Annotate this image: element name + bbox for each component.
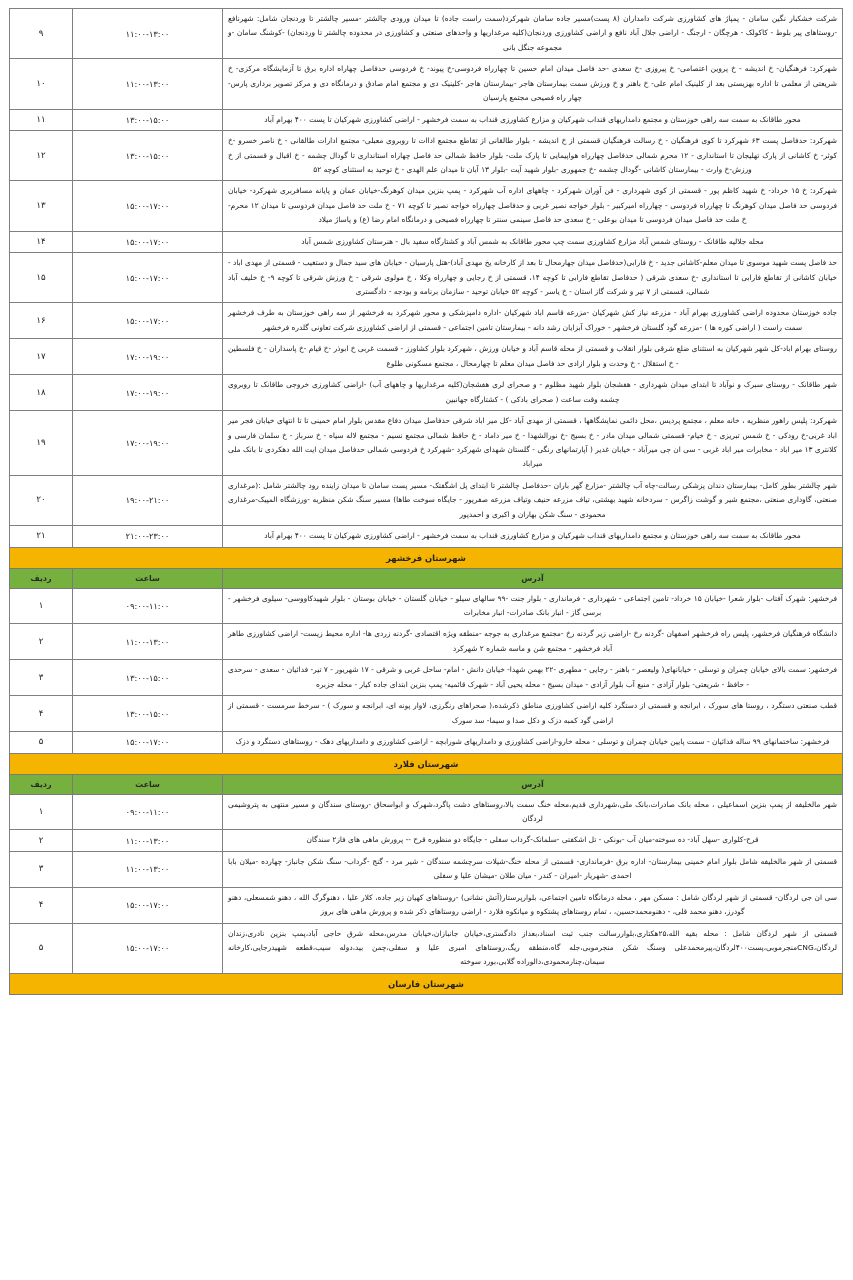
outage-row-number: ۱۴ <box>10 231 73 252</box>
outage-address: شهرکرد: خ ۱۵ خرداد- خ شهید کاظم پور - قسمتی از کوی شهرداری - فن آوران شهرکرد - چاههای اداره آب شهرکرد - پمپ بنزین میدان کوهرنگ-خیابان عمان و پایانه مسافربری شهرکرد- خیابان فردوسی حد فاصل میدان کوهرنگ تا چهارراه فردوسی - چهارراه امیرکبیر - بلوار خواجه نصیر غربی و حدفاصل چهارراه خواجه نصیر تا کوچه ۷۱ - خ ملت حد فاصل میدان فردوسی تا میدان ۱۲ محرم- خ ملت حد فاصل میدان فردوسی تا میدان بوعلی - خ سعدی حد فاصل سینمی سنتر تا چهارراه فصیحی و درمانگاه امام رضا (ع) و پاساژ میلاد <box>223 181 843 231</box>
outage-time: ۱۳:۰۰-۱۵:۰۰ <box>73 696 223 732</box>
outage-row-number: ۲۱ <box>10 526 73 547</box>
outage-row-number: ۱ <box>10 794 73 830</box>
outage-row-number: ۱۷ <box>10 339 73 375</box>
outage-address: قرح-کلواری -سهل آباد- ده سوخته-میان آب -بونکی - تل اشکفتی -سلمانک-گرداب سفلی - جایگاه دو منظوره قرح -- پرورش ماهی های فاز۲ سندگان <box>223 830 843 851</box>
outage-row-number: ۱ <box>10 588 73 624</box>
outage-row-number: ۱۰ <box>10 59 73 109</box>
table-row <box>10 375 843 411</box>
table-row <box>10 303 843 339</box>
outage-time: ۱۱:۰۰-۱۳:۰۰ <box>73 624 223 660</box>
outage-address: فرخشهر: سمت بالای خیابان چمران و توسلی - خیابانهای( ولیعصر - باهنر - رجایی - مطهری -۲۲ بهمن شهدا- خیابان دانش - امام- ساحل غربی و شرقی - ۱۷ شهریور - ۷ تیر- فدائیان - سعدی - سرحدی - حافظ - شریعتی- بلوار آزادی - منبع آب بلوار آزادی - میدان بسیج - محله یحیی آباد - شهرک قائمیه- پمپ بنزین ابتدای جاده کیار - محله جزبره <box>223 660 843 696</box>
outage-address: شهرکرد: فرهنگیان- خ اندیشه - خ پروین اعتصامی- خ پیروزی -خ سعدی -حد فاصل میدان امام حسین تا چهارراه فردوسی-خ پیوند- خ فردوسی حدفاصل چهاراه اداره برق تا آزمایشگاه مرکزی- خ شریعتی از معلمی تا اداره بهزیستی بعد از کلینیک امام علی- خ باهنر و خ ورزش سمت بیمارستان هاجر -بیمارستان هاجر -کلینیک دی و مجتمع امام صادق و درمانگاه دی و مرکز تصویر برداری پارس-چهار راه فصیحی مجتمع پارسیان <box>223 59 843 109</box>
outage-time: ۱۳:۰۰-۱۵:۰۰ <box>73 131 223 181</box>
table-row <box>10 231 843 252</box>
outage-time: ۱۷:۰۰-۱۹:۰۰ <box>73 411 223 476</box>
outage-address: شهر طاقانک - روستای سبرک و نوآباد تا ابتدای میدان شهرداری - هفشجان بلوار شهید مظلوم - و صحرای لری هفشجان(کلیه مرغداریها و چاههای آب) -اراضی کشاورزی خروجی طاقانک تا روبروی چشمه وقت ساعت ( صحرای بادکی ) - کشتارگاه جهانبین <box>223 375 843 411</box>
outage-row-number: ۴ <box>10 696 73 732</box>
column-header-row <box>10 774 843 794</box>
page-bottom-spacer <box>10 995 843 1035</box>
outage-time: ۱۷:۰۰-۱۹:۰۰ <box>73 339 223 375</box>
outage-address: شهرکرد: پلیس راهور منظریه ، خانه معلم ، مجتمع پردیس ،محل دائمی نمایشگاهها ، قسمتی از مهدی آباد -کل میر اباد شرقی حدفاصل میدان دفاع مقدس بلوار امام خمینی تا تا انتهای خیابان فجر میر اباد غربی-خ رودکی - خ شمس تبریزی - خ خیام- قسمتی شمالی میدان مادر - خ بسیج -خ نورالشهدا - خ میر داماد - خ حافظ شمالی مجتمع نسیم - مجتمع لاله سیاه - خ سرباز - خ سلمان فارسی و کلانتری ۱۳ میر اباد - مخابرات میر اباد غربی - سی ان جی میرآباد - خیابان غدیر ( آپارتمانهای رنگی - گلستان شهدای شهرکرد -شهرکرد خ فردوسی شمالی حدفاصل میدان ایت الله دهکردی تا بانک ملی میراباد <box>223 411 843 476</box>
outage-address: جاده خوزستان محدوده اراضی کشاورزی بهرام آباد - مزرعه نیاز کش شهرکیان -مزرعه قاسم اباد شهرکیان -اداره دامپزشکی و محور شهرکرد به فرخشهر از سه راهی خوزستان به طرف فرخشهر سمت راست ( اراضی کوره ها ) -مزرعه گود گلستان فرخشهر - خوراک آبزایان رشد دانه - بیمارستان تامین اجتماعی - قسمتی از اراضی کشاورزی شرکت تعاونی گلدره فرخشهر <box>223 303 843 339</box>
table-row <box>10 59 843 109</box>
outage-time: ۱۳:۰۰-۱۵:۰۰ <box>73 109 223 130</box>
outage-time: ۱۵:۰۰-۱۷:۰۰ <box>73 231 223 252</box>
table-row <box>10 794 843 830</box>
outage-row-number: ۳ <box>10 660 73 696</box>
table-row <box>10 732 843 753</box>
table-row <box>10 830 843 851</box>
outage-row-number: ۲ <box>10 830 73 851</box>
outage-address: حد فاصل پست شهید موسوی تا میدان معلم-کاشانی جدید - خ فارابی(حدفاصل میدان جهارمحال تا بعد از کارخانه یخ مهدی آباد)-هتل پارسیان - خیابان های سید جمال و دستغیب - قسمتی از مهدی اباد - خیابان کاشانی از تقاطع فارابی تا استانداری -خ سعدی شرقی ( حدفاصل تقاطع فارابی تا کوچه ۱۴، قسمتی از خ رجایی و چهارراه وکلا ، خ مولوی شرقی - خ ورزش شرقی تا کوچه ۹- خ خلیف آباد شمالی، قسمتی از ۷ تیر و شرکت گاز استان - خ یاسر - کوچه ۵۲ خیابان توحید - سازمان برنامه و بودجه - دادگستری <box>223 253 843 303</box>
outage-address: شهر چالشتر بطور کامل- بیمارستان دندان پزشکی رسالت-چاه آب چالشتر -مزارع گهر باران -حدفاصل چالشتر تا ابتدای پل اشگفتک- مسیر پست سامان تا میدان زاینده رود چالشتر شامل :(مرغداری صنعتی، گاوداری صنعتی ،مجتمع شیر و گوشت زاگرس - سردخانه شهید بهشتی، تیاف مزرعه حنیف وتیاف مزرعه صفرپور - جایگاه سوخت طاها) مسیر سنگ شکن منظریه -ورزشگاه المپیک-مرغداری محمودی - سنگ شکن بهاران و اکبری و احمدپور <box>223 475 843 525</box>
outage-time: ۱۵:۰۰-۱۷:۰۰ <box>73 887 223 923</box>
outage-row-number: ۹ <box>10 9 73 59</box>
outage-time: ۰۹:۰۰-۱۱:۰۰ <box>73 588 223 624</box>
outage-row-number: ۱۱ <box>10 109 73 130</box>
table-row <box>10 109 843 130</box>
table-row <box>10 181 843 231</box>
outage-table <box>9 8 843 995</box>
column-header-rowno: ردیف <box>10 568 73 588</box>
outage-address: محور طاقانک به سمت سه راهی خوزستان و مجتمع دامداریهای قنداب شهرکیان و مزارع کشاورزی قنداب به سمت فرخشهر - اراضی کشاورزی شهرکیان تا پست ۴۰۰ بهرام آباد <box>223 109 843 130</box>
outage-time: ۱۱:۰۰-۱۳:۰۰ <box>73 9 223 59</box>
table-row <box>10 851 843 887</box>
outage-row-number: ۱۸ <box>10 375 73 411</box>
table-row <box>10 339 843 375</box>
table-row <box>10 923 843 973</box>
section-title-row <box>10 973 843 994</box>
outage-time: ۱۱:۰۰-۱۳:۰۰ <box>73 851 223 887</box>
outage-address: شهرکرد: حدفاصل پست ۶۳ شهرکرد تا کوی فرهنگیان - خ رسالت فرهنگیان قسمتی از خ اندیشه - بلوار طالقانی از تقاطع مجتمع اداات تا روبروی معبلی- مجتمع ادارات طالقانی - خ ناصر خسرو -خ کوثر- خ کاشانی از پارک تهلیجان تا استانداری - ۱۲ محرم شمالی حدفاصل چهارراه هواپیمایی تا پارک ملت- بلوار حافظ شمالی حد فاصل چهاراه استانداری تا گودال چشمه - خ اقبال و قسمتی از خ ورزش-خ وارث - بیمارستان کاشانی -گودال چشمه -خ جمهوری -بلوار شهید آیت -بلوار ۱۳ آبان تا میدان علم الهدی - خ توحید به استثنای کوچه ۵۲ <box>223 131 843 181</box>
outage-time: ۱۳:۰۰-۱۵:۰۰ <box>73 660 223 696</box>
table-row <box>10 660 843 696</box>
section-title-row <box>10 547 843 568</box>
outage-time: ۱۹:۰۰-۲۱:۰۰ <box>73 475 223 525</box>
section-title: شهرستان فرخشهر <box>10 547 843 568</box>
outage-address: شهر مالخلیفه از پمپ بنزین اسماعیلی ، محله بانک صادرات،بانک ملی،شهرداری قدیم،محله خنگ سمت بالا،روستاهای دشت پاگرد،شهرک و ابواسحاق -روستای سندگان و مسیر منتهی به پتروشیمی لردگان <box>223 794 843 830</box>
table-row <box>10 624 843 660</box>
outage-address: شرکت خشکبار نگین سامان - پمپاژ های کشاورزی شرکت دامداران (۸ پست)مسیر جاده سامان شهرکرد(سمت راست جاده) تا میدان ورودی چالشتر -مسیر چالشتر تا وردنجان شامل: شهرنافع -روستاهای پیر بلوط - کاکولک - هرچگان - ارجنگ - اراضی جلال آباد نافع و اراضی کشاورزی وردنجان(کلیه مرغداریها و واحدهای صنعتی و کشاورزی در محدوده چالشتر تا وردنجان) -کوشنگ سامان -و مجموعه جنگل بانی <box>223 9 843 59</box>
outage-time: ۱۷:۰۰-۱۹:۰۰ <box>73 375 223 411</box>
column-header-rowno: ردیف <box>10 774 73 794</box>
column-header-address: آدرس <box>223 568 843 588</box>
outage-address: قسمتی از شهر لردگان شامل : محله بقیه الله،۲۵هکتاری،بلواررسالت جنب ثبت اسناد،بعداز دادگستری،خیابان جانبازان،خیابان مدرس،محله شرق حاجی آباد،پمپ بنزین نادری،زندان لردگان،CNGمنجرموبی،پست۴۰۰لردگان،پیرمحمدعلی وسنگ شکن منجرموبی،جله گاه،منطقه ریگ،روستاهای امبری علیا و سفلی،چمن بید،دوله سیب،قطعه شهیدرجایی،کارخانه سیمان،چنارمحمودی،دالوراده گلابی،بورد سوخته <box>223 923 843 973</box>
table-row <box>10 475 843 525</box>
column-header-time: ساعت <box>73 774 223 794</box>
outage-row-number: ۴ <box>10 887 73 923</box>
outage-address: فرخشهر: شهرک آفتاب -بلوار شعرا -خیابان ۱۵ خرداد- تامین اجتماعی - شهرداری - فرمانداری - بلوار جنت -۹۹ سالهای سیلو - خیابان گلستان - خیابان بوستان - بلوار شهیدکاووسی- سیلوی فرخشهر - برسی گاز - انبار بانک صادرات- انبار مخابرات <box>223 588 843 624</box>
outage-time: ۱۵:۰۰-۱۷:۰۰ <box>73 303 223 339</box>
table-row <box>10 411 843 476</box>
outage-time: ۱۵:۰۰-۱۷:۰۰ <box>73 923 223 973</box>
outage-time: ۱۵:۰۰-۱۷:۰۰ <box>73 253 223 303</box>
column-header-row <box>10 568 843 588</box>
outage-address: روستای بهرام اباد-کل شهر شهرکیان به استثنای ضلع شرقی بلوار انقلاب و قسمتی از محله قاسم آباد و خیابان ورزش ، شهرکرد بلوار کشاورز - قسمت غربی خ ابوذر -خ قیام -خ پاسداران - خ فلسطین - خ استقلال - خ وحدت و بلوار ازادی حد فاصل میدان معلم تا چهارمحال ، مجتمع مسکونی طلوع <box>223 339 843 375</box>
outage-table-body <box>10 9 843 995</box>
outage-address: سی ان جی لردگان- قسمتی از شهر لردگان شامل : مسکن مهر ، محله درمانگاه تامین اجتماعی، بلوارپرستار(آتش نشانی) -روستاهای کهیان زیر جاده، کلار علیا ، دهنوگرگ الله ، دهنو شمسعلی، دهنو گودرز، دهنو محمد قلی، - دهنومحمدحسین، ، تمام روستاهای پشتکوه و میانکوه فلارد - اراضی روستاهای ذکر شده و پرورش ماهی های بروز <box>223 887 843 923</box>
outage-address: محله جلاليه طاقانک - روستای شمس آباد مزارع کشاورزی سمت چپ محور طاقانک به شمس آباد و کشتارگاه سفید بال - هنرستان کشاورزی شمس آباد <box>223 231 843 252</box>
outage-time: ۱۵:۰۰-۱۷:۰۰ <box>73 181 223 231</box>
outage-address: قطب صنعتی دستگرد ، روستا های سورک ، ابرانجه و قسمتی از دستگرد کلیه اراضی کشاورزی مناطق ذکرشده،( صحراهای رنگرزی، لاوار پونه ای، ابرانجه و سورک ) - سرخط سرمست - قسمتی از اراضی گود کمبه دزک و دکل صدا و سیما- سد سورک <box>223 696 843 732</box>
outage-address: فرخشهر: ساختمانهای ۹۹ ساله فدائیان - سمت پایین خیابان چمران و توسلی - محله خارو-اراضی کشاورزی و دامداریهای شورابچه - اراضی کشاورزی و دامداریهای دهک - روستاهای دستگرد و دزک <box>223 732 843 753</box>
table-row <box>10 526 843 547</box>
outage-time: ۱۱:۰۰-۱۳:۰۰ <box>73 830 223 851</box>
outage-row-number: ۱۶ <box>10 303 73 339</box>
outage-address: دانشگاه فرهنگیان فرخشهر، پلیس راه فرخشهر اصفهان -گردنه رخ -اراضی زیر گردنه رخ -مجتمع مرغداری به جوجه -منطقه ویژه اقتصادی -گردنه زردی ها- اداره محیط زیست- اراضی کشاورزی طاهر آباد فرخشهر - مجتمع شن و ماسه شماره ۲ شهرکرد <box>223 624 843 660</box>
outage-row-number: ۱۲ <box>10 131 73 181</box>
table-row <box>10 9 843 59</box>
outage-row-number: ۵ <box>10 923 73 973</box>
table-row <box>10 588 843 624</box>
outage-row-number: ۱۵ <box>10 253 73 303</box>
section-title-row <box>10 753 843 774</box>
table-row <box>10 253 843 303</box>
table-row <box>10 131 843 181</box>
outage-time: ۱۵:۰۰-۱۷:۰۰ <box>73 732 223 753</box>
column-header-address: آدرس <box>223 774 843 794</box>
outage-row-number: ۲۰ <box>10 475 73 525</box>
table-row <box>10 887 843 923</box>
outage-address: محور طاقانک به سمت سه راهی خوزستان و مجتمع دامداریهای قنداب شهرکیان و مزارع کشاورزی قنداب به سمت فرخشهر - اراضی کشاورزی شهرکیان تا پست ۴۰۰ بهرام آباد <box>223 526 843 547</box>
table-row <box>10 696 843 732</box>
column-header-time: ساعت <box>73 568 223 588</box>
outage-row-number: ۱۳ <box>10 181 73 231</box>
outage-time: ۱۱:۰۰-۱۳:۰۰ <box>73 59 223 109</box>
section-title: شهرستان فلارد <box>10 753 843 774</box>
outage-row-number: ۳ <box>10 851 73 887</box>
outage-row-number: ۱۹ <box>10 411 73 476</box>
section-title: شهرستان فارسان <box>10 973 843 994</box>
outage-time: ۰۹:۰۰-۱۱:۰۰ <box>73 794 223 830</box>
outage-time: ۲۱:۰۰-۲۳:۰۰ <box>73 526 223 547</box>
outage-row-number: ۵ <box>10 732 73 753</box>
outage-row-number: ۲ <box>10 624 73 660</box>
outage-address: قسمتی از شهر مالخلیفه شامل بلوار امام خمینی بیمارستان- اداره برق -فرمانداری- قسمتی از محله خنگ-شیلات سرچشمه سندگان - شیر مرد - گنج -گرداب- سنگ شکن جانباز- چهارده -میلان بابا احمدی -شهریار -امیران - کندر - میان طلان -میشان علیا و سفلی <box>223 851 843 887</box>
